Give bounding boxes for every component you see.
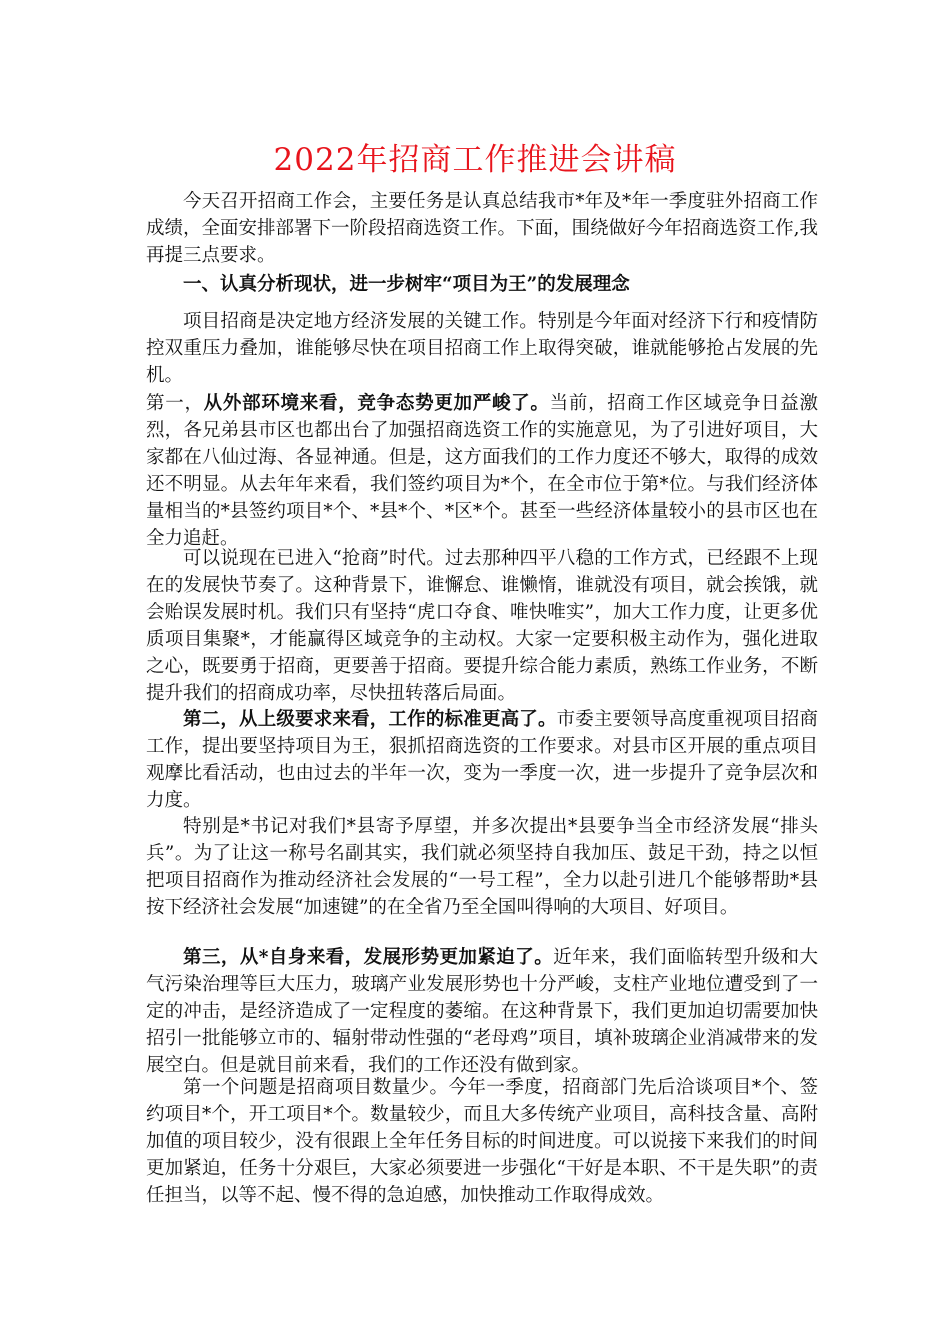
paragraph-7: 第一个问题是招商项目数量少。今年一季度，招商部门先后洽谈项目*个、签约项目*个，开工项目*个。数量较少，而且大多传统产业项目，高科技含量、高附加值的项目较少，没有很跟上全年任务目标的时间进度。可以说接下来我们的时间更加紧迫，任务十分艰巨，大家必须要进一步强化“干好是本职、不干是失职”的责任担当，以等不起、慢不得的急迫感，加快推动工作取得成效。: [146, 1077, 818, 1206]
paragraph-2-bold: 从外部环境来看，竞争态势更加严峻了。: [203, 393, 550, 414]
paragraph-6-rest: 近年来，我们面临转型升级和大气污染治理等巨大压力，玻璃产业发展形势也十分严峻，支柱产业地位遭受到了一定的冲击，是经济造成了一定程度的萎缩。在这种背景下，我们更加迫切需要加快招引一批能够立市的、辐射带动性强的“老母鸡”项目，填补玻璃企业消减带来的发展空白。但是就目前来看，我们的工作还没有做到家。: [146, 947, 818, 1076]
intro-paragraph: 今天召开招商工作会，主要任务是认真总结我市*年及*年一季度驻外招商工作成绩，全面安排部署下一阶段招商选资工作。下面，围绕做好今年招商选资工作,我再提三点要求。: [146, 191, 818, 266]
paragraph-3: 可以说现在已进入“抢商”时代。过去那种四平八稳的工作方式，已经跟不上现在的发展快节奏了。这种背景下，谁懈怠、谁懒惰，谁就没有项目，就会挨饿，就会贻误发展时机。我们只有坚持“虎口夺食、唯快唯实”，加大工作力度，让更多优质项目集聚*，才能赢得区域竞争的主动权。大家一定要积极主动作为，强化进取之心，既要勇于招商，更要善于招商。要提升综合能力素质，熟练工作业务，不断提升我们的招商成功率，尽快扭转落后局面。: [146, 548, 818, 704]
paragraph-2-rest: 当前，招商工作区域竞争日益激烈，各兄弟县市区也都出台了加强招商选资工作的实施意见，为了引进好项目，大家都在八仙过海、各显神通。但是，这方面我们的工作力度还不够大，取得的成效还不明显。从去年年来看，我们签约项目为*个，在全市位于第*位。与我们经济体量相当的*县签约项目*个、*县*个、*区*个。甚至一些经济体量较小的县市区也在全力追赶。: [146, 393, 818, 549]
paragraph-6-bold: 第三，从*自身来看，发展形势更加紧迫了。: [183, 947, 554, 968]
paragraph-5: 特别是*书记对我们*县寄予厚望，并多次提出*县要争当全市经济发展“排头兵”。为了让这一称号名副其实，我们就必须坚持自我加压、鼓足干劲，持之以恒把项目招商作为推动经济社会发展的“一号工程”，全力以赴引进几个能够帮助*县按下经济社会发展“加速键”的在全省乃至全国叫得响的大项目、好项目。: [146, 816, 818, 918]
document-title: 2022年招商工作推进会讲稿: [273, 142, 677, 178]
paragraph-2-prefix: 第一，: [146, 393, 204, 414]
paragraph-1: 项目招商是决定地方经济发展的关键工作。特别是今年面对经济下行和疫情防控双重压力叠加，谁能够尽快在项目招商工作上取得突破，谁就能够抢占发展的先机。: [146, 311, 818, 386]
paragraph-4-bold: 第二，从上级要求来看，工作的标准更高了。: [183, 709, 557, 730]
paragraph-2: [146, 390, 818, 552]
paragraph-4: [146, 706, 818, 814]
section-1-heading: 一、认真分析现状，进一步树牢“项目为王”的发展理念: [183, 274, 630, 295]
paragraph-4-rest: 市委主要领导高度重视项目招商工作，提出要坚持项目为王，狠抓招商选资的工作要求。对县市区开展的重点项目观摩比看活动，也由过去的半年一次，变为一季度一次，进一步提升了竞争层次和力度。: [146, 709, 818, 811]
paragraph-6: [146, 944, 818, 1079]
